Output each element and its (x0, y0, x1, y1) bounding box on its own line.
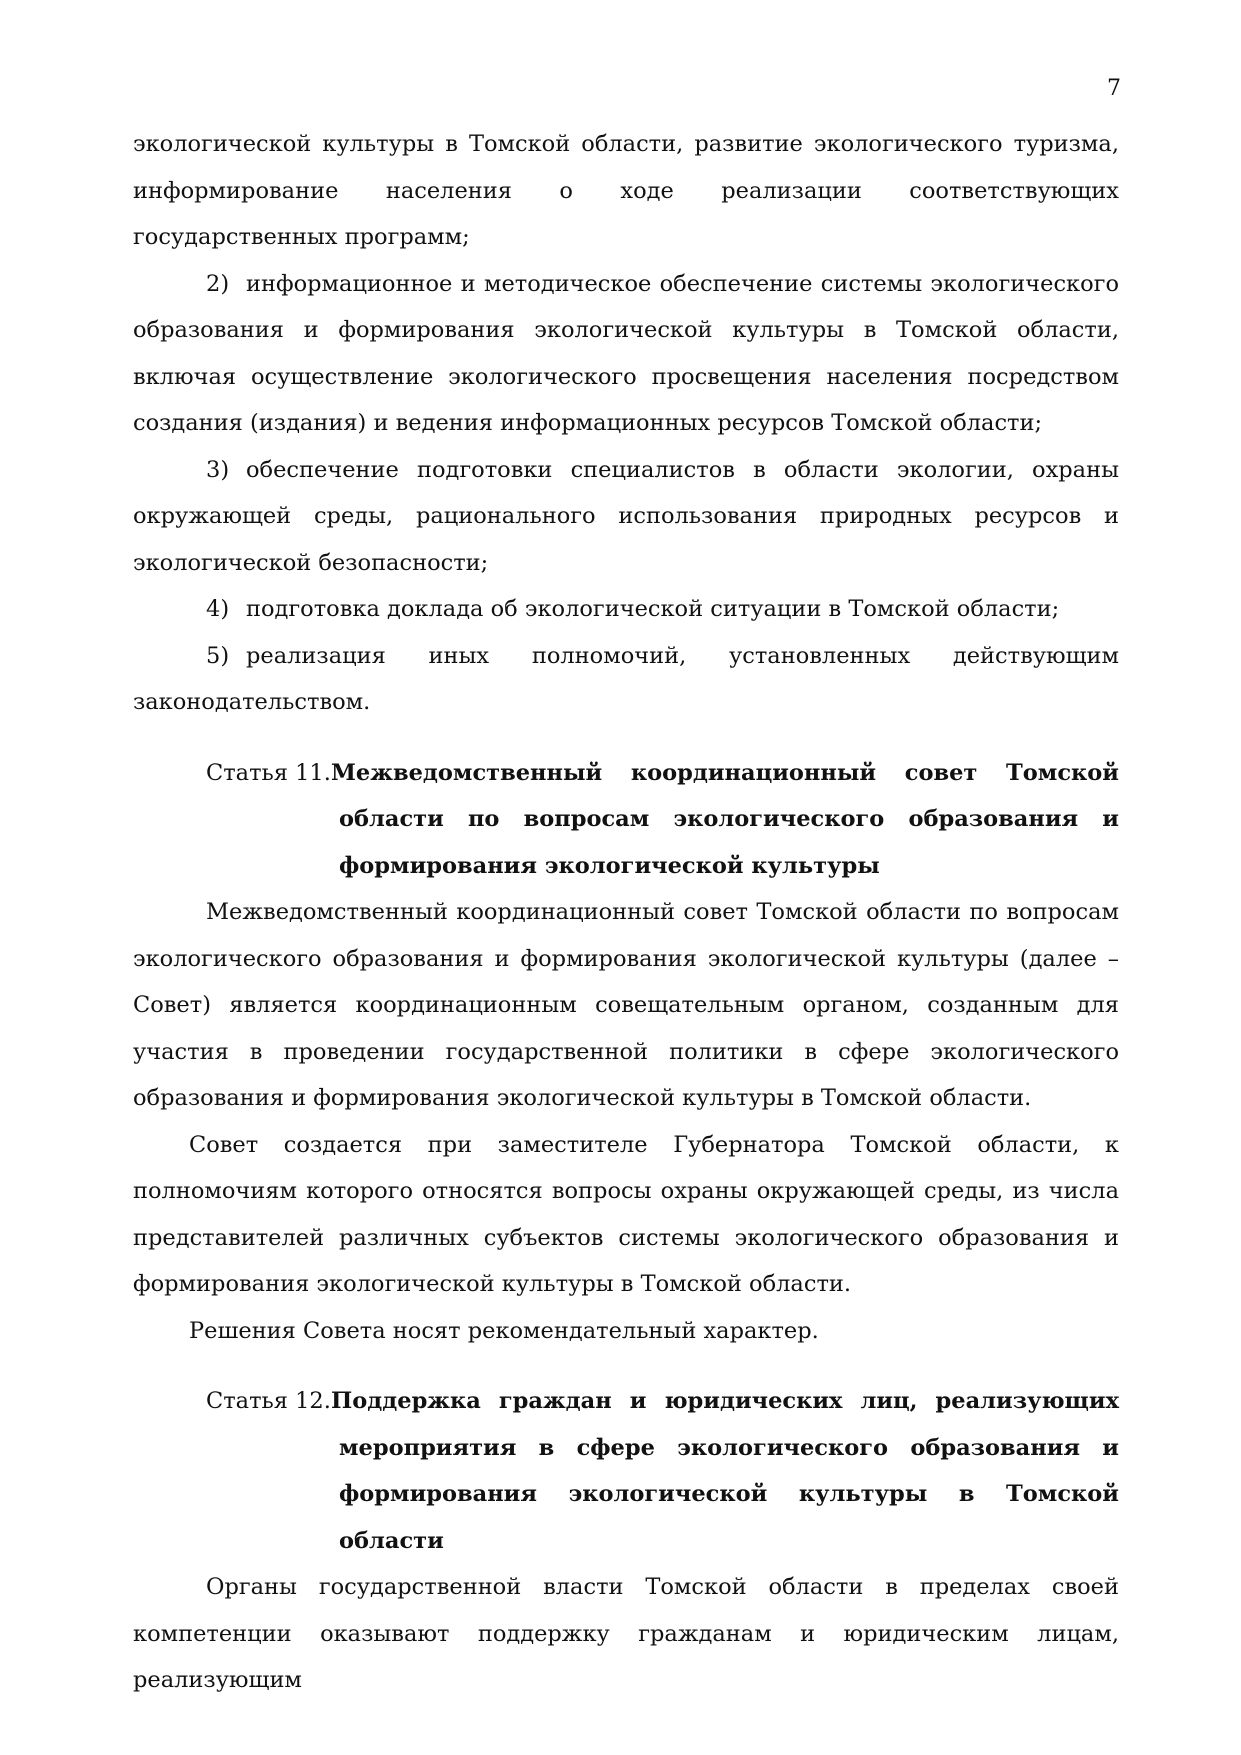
article-11-title: Межведомственный координационный совет Томской области по вопросам экологического образования и формирования экологической культуры (331, 759, 1119, 879)
list-item-number: 5) (206, 642, 230, 669)
list-item-text: реализация иных полномочий, установленных действующим законодательством. (133, 642, 1119, 715)
page-content (133, 121, 1119, 1704)
article-11-heading (133, 750, 1119, 890)
list-item-5 (133, 633, 1119, 726)
article-12-title: Поддержка граждан и юридических лиц, реализующих мероприятия в сфере экологического образования и формирования экологической культуры в Томской области (331, 1388, 1119, 1554)
list-item-number: 2) (206, 270, 230, 297)
list-item-4 (133, 586, 1119, 633)
article-11-paragraph-1: Межведомственный координационный совет Томской области по вопросам экологического образования и формирования экологической культуры (далее – Совет) является координационным совещательным органом, созданным для участия в проведении государственной политики в сфере экологического образования и формирования экологической культуры в Томской области. (133, 899, 1119, 1111)
article-11-paragraph-2: Совет создается при заместителе Губернатора Томской области, к полномочиям которого относятся вопросы охраны окружающей среды, из числа представителей различных субъектов системы экологического образования и формирования экологической культуры в Томской области. (133, 1131, 1119, 1297)
list-item-3 (133, 447, 1119, 587)
article-11-label: Статья 11. (206, 759, 331, 786)
article-12-label: Статья 12. (206, 1388, 331, 1414)
article-11-paragraph-3: Решения Совета носят рекомендательный характер. (189, 1317, 819, 1344)
list-item-text: подготовка доклада об экологической ситуации в Томской области; (246, 596, 1060, 622)
article-12-paragraph-1: Органы государственной власти Томской области в пределах своей компетенции оказывают поддержку гражданам и юридическим лицам, реализующим (133, 1574, 1119, 1693)
page-number: 7 (1107, 76, 1121, 101)
list-item-number: 4) (206, 596, 230, 622)
list-item-text: информационное и методическое обеспечение системы экологического образования и формирования экологической культуры в Томской области, включая осуществление экологического просвещения населения посредством создания (издания) и ведения информационных ресурсов Томской области; (133, 270, 1119, 436)
list-item-number: 3) (206, 456, 230, 483)
continuation-paragraph: экологической культуры в Томской области, развитие экологического туризма, информирование населения о ходе реализации соответствующих государственных программ; (133, 131, 1119, 250)
list-item-2 (133, 261, 1119, 447)
list-item-text: обеспечение подготовки специалистов в области экологии, охраны окружающей среды, рационального использования природных ресурсов и экологической безопасности; (133, 456, 1119, 576)
article-12-heading (133, 1378, 1119, 1564)
